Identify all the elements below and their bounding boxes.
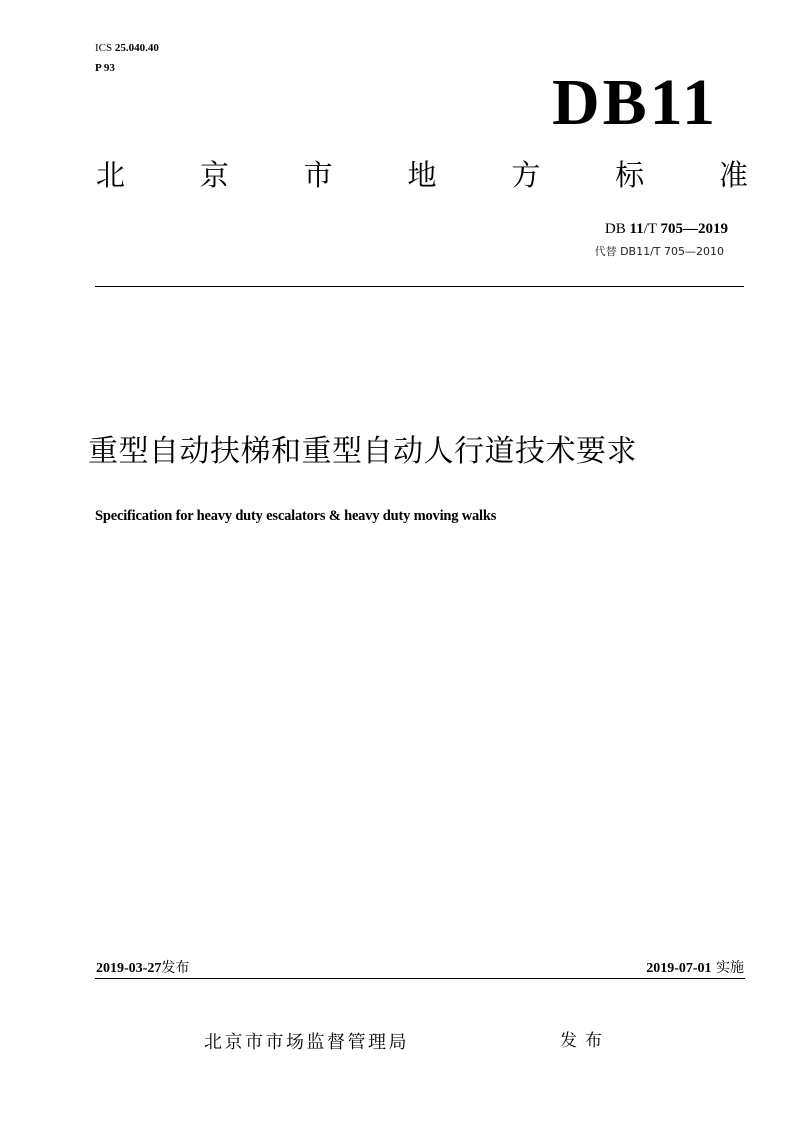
standard-number-value: 705—2019 bbox=[660, 221, 728, 237]
db11-logo: DB11 bbox=[551, 66, 718, 139]
footer-divider bbox=[95, 978, 745, 979]
publish-label: 发布 bbox=[560, 1031, 610, 1051]
ics-code bbox=[95, 42, 159, 55]
issue-date bbox=[96, 959, 189, 978]
publisher-name: 北京市市场监督管理局 bbox=[204, 1032, 409, 1053]
document-title-chinese: 重型自动扶梯和重型自动人行道技术要求 bbox=[88, 434, 637, 469]
ccs-code: P 93 bbox=[95, 62, 115, 74]
ics-label: ICS bbox=[95, 42, 113, 54]
standard-number bbox=[605, 220, 728, 238]
standard-type-heading bbox=[96, 157, 748, 193]
implementation-date-value: 2019-07-01 bbox=[646, 961, 712, 976]
ics-number: 25.040.40 bbox=[114, 42, 159, 54]
standard-type-char: 京 bbox=[199, 158, 229, 192]
replaces-note: 代替 DB11/T 705—2010 bbox=[594, 245, 724, 258]
standard-number-region: 11 bbox=[629, 221, 644, 237]
standard-type-char: 地 bbox=[407, 158, 437, 192]
standard-number-mid: /T bbox=[643, 221, 661, 237]
header-divider bbox=[95, 286, 744, 287]
document-title-english: Specification for heavy duty escalators & heavy duty moving walks bbox=[95, 508, 497, 524]
implementation-date bbox=[646, 959, 744, 978]
standard-type-char: 北 bbox=[96, 158, 126, 192]
standard-number-prefix: DB bbox=[604, 221, 630, 237]
standard-type-char: 标 bbox=[615, 158, 645, 192]
standard-type-char: 准 bbox=[718, 158, 748, 192]
standard-type-char: 市 bbox=[303, 158, 333, 192]
standard-type-char: 方 bbox=[511, 158, 541, 192]
issue-date-label: 发布 bbox=[161, 960, 190, 976]
issue-date-value: 2019-03-27 bbox=[96, 961, 162, 976]
implementation-date-label: 实施 bbox=[716, 960, 744, 976]
